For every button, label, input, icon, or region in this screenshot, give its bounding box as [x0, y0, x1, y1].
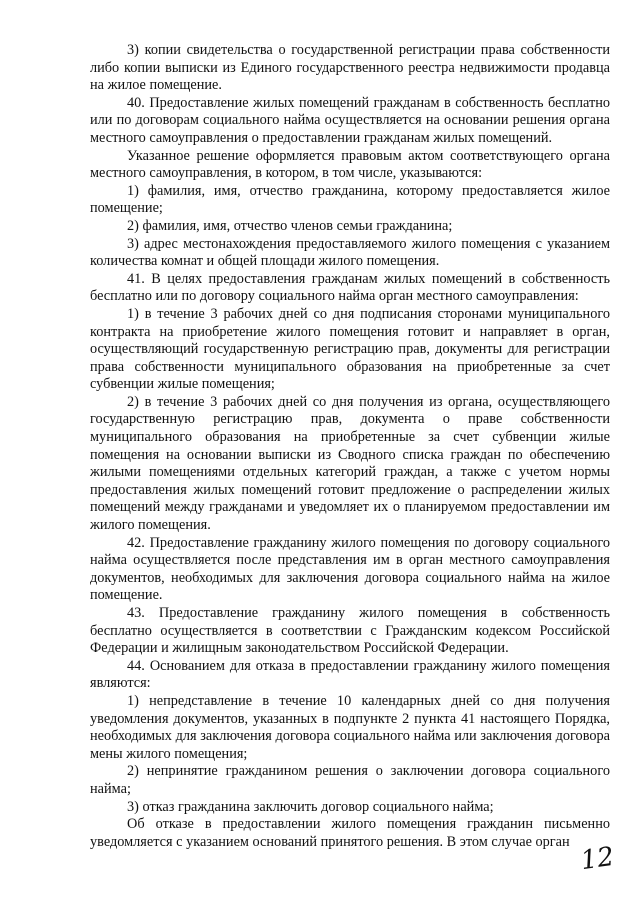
- paragraph-44-item-2: 2) непринятие гражданином решения о заключении договора социального найма;: [90, 763, 610, 797]
- handwritten-page-number: 12: [578, 842, 616, 877]
- paragraph-44-item-1: 1) непредставление в течение 10 календарных дней со дня получения уведомления документов, указанных в подпункте 2 пункта 41 настоящего Порядка, необходимых для заключения договора социального найма или заключения договора мены жилого помещения;: [90, 692, 610, 762]
- paragraph-41-item-1: 1) в течение 3 рабочих дней со дня подписания сторонами муниципального контракта на приобретение жилого помещения готовит и направляет в орган, осуществляющий государственную регистрацию прав, документы для регистрации права собственности муниципального образования на приобретенные за счет субвенции жилые помещения;: [90, 305, 610, 393]
- paragraph-41: 41. В целях предоставления гражданам жилых помещений в собственность бесплатно или по договору социального найма орган местного самоуправления:: [90, 270, 610, 305]
- paragraph-item-2-family: 2) фамилия, имя, отчество членов семьи гражданина;: [127, 217, 453, 234]
- paragraph-44: 44. Основанием для отказа в предоставлении гражданину жилого помещения являются:: [90, 657, 610, 692]
- paragraph-44-item-3: 3) отказ гражданина заключить договор социального найма;: [127, 798, 494, 815]
- paragraph-41-item-2: 2) в течение 3 рабочих дней со дня получения из органа, осуществляющего государственную регистрацию прав, документа о праве собственности муниципального образования на приобретенные за счет субвенции жилые помещения на основании выписки из Сводного списка граждан по обеспечению жилыми помещениями отдельных категорий граждан, а также с учетом нормы предоставления жилых помещений готовит предложение о распределении жилых помещений между гражданами и уведомляет их о планируемом предоставлении им жилого помещения.: [90, 393, 610, 534]
- paragraph-refusal-notice: Об отказе в предоставлении жилого помещения гражданин письменно уведомляется с указанием оснований принятого решения. В этом случае орган: [90, 816, 610, 850]
- paragraph-item-3-copies: 3) копии свидетельства о государственной регистрации права собственности либо копии выписки из Единого государственного реестра недвижимости продавца на жилое помещение.: [90, 42, 610, 94]
- paragraph-42: 42. Предоставление гражданину жилого помещения по договору социального найма осуществляется после представления им в орган местного самоуправления документов, необходимых для заключения договора социального найма на жилое помещение.: [90, 534, 610, 604]
- paragraph-43: 43. Предоставление гражданину жилого помещения в собственность бесплатно осуществляется в соответствии с Гражданским кодексом Российской Федерации и жилищным законодательством Российской Федерации.: [90, 605, 610, 657]
- paragraph-item-3-address: 3) адрес местонахождения предоставляемого жилого помещения с указанием количества комнат и общей площади жилого помещения.: [90, 235, 610, 270]
- paragraph-decision-form: Указанное решение оформляется правовым актом соответствующего органа местного самоуправления, в котором, в том числе, указываются:: [90, 147, 610, 182]
- paragraph-item-1-name: 1) фамилия, имя, отчество гражданина, которому предоставляется жилое помещение;: [90, 182, 610, 217]
- paragraph-40: 40. Предоставление жилых помещений гражданам в собственность бесплатно или по договорам социального найма осуществляется на основании решения органа местного самоуправления о предоставлении гражданам жилых помещений.: [90, 94, 610, 146]
